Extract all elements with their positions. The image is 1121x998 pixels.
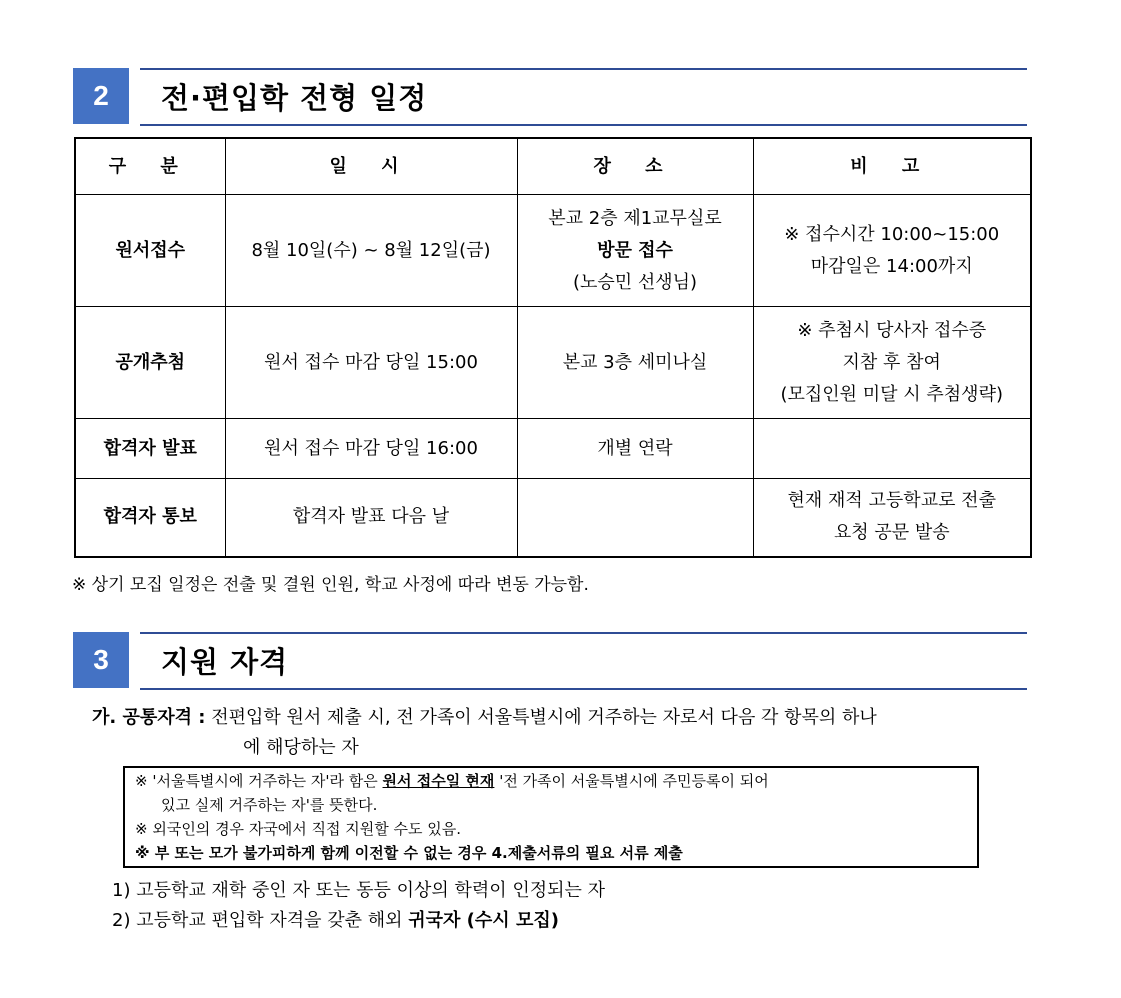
row-place: 개별 연락 xyxy=(517,419,753,479)
schedule-table xyxy=(74,137,1032,558)
section-title: 지원 자격 xyxy=(161,644,289,679)
row-remarks xyxy=(753,419,1031,479)
note-emphasis: 원서 접수일 현재 xyxy=(382,772,495,790)
row-place: 본교 3층 세미나실 xyxy=(517,307,753,419)
header-category: 구 분 xyxy=(75,138,225,195)
row-label: 합격자 통보 xyxy=(75,479,225,557)
remarks-line: 현재 재적 고등학교로 전출 xyxy=(787,490,996,512)
remarks-line: ※ 접수시간 10:00~15:00 xyxy=(784,223,1000,245)
note-text: '전 가족이 서울특별시에 주민등록이 되어 xyxy=(494,772,769,790)
remarks-line: 지참 후 참여 xyxy=(842,351,941,373)
list-item-emphasis: 귀국자 (수시 모집) xyxy=(408,910,559,931)
section-2-header xyxy=(73,68,1027,126)
row-datetime: 원서 접수 마감 당일 16:00 xyxy=(225,419,517,479)
row-remarks xyxy=(753,479,1031,557)
remarks-line: ※ 추첨시 당사자 접수증 xyxy=(797,319,987,341)
qualification-list xyxy=(112,876,605,936)
common-qualification xyxy=(92,703,1042,763)
place-line: 본교 2층 제1교무실로 xyxy=(548,207,722,229)
table-row xyxy=(75,419,1031,479)
table-header-row xyxy=(75,138,1031,195)
header-place: 장 소 xyxy=(517,138,753,195)
divider-bottom xyxy=(140,124,1027,126)
list-item xyxy=(112,876,605,906)
row-label: 공개추첨 xyxy=(75,307,225,419)
header-remarks: 비 고 xyxy=(753,138,1031,195)
header-datetime: 일 시 xyxy=(225,138,517,195)
row-place xyxy=(517,195,753,307)
note-line: 있고 실제 거주하는 자'를 뜻한다. xyxy=(161,796,378,814)
common-line xyxy=(92,703,1042,733)
row-datetime: 원서 접수 마감 당일 15:00 xyxy=(225,307,517,419)
schedule-footnote: ※ 상기 모집 일정은 전출 및 결원 인원, 학교 사정에 따라 변동 가능함. xyxy=(72,575,589,595)
list-item-text: 1) 고등학교 재학 중인 자 또는 동등 이상의 학력이 인정되는 자 xyxy=(112,880,606,901)
row-datetime: 8월 10일(수) ~ 8월 12일(금) xyxy=(225,195,517,307)
remarks-line: 요청 공문 발송 xyxy=(833,522,950,544)
note-text: ※ '서울특별시에 거주하는 자'라 함은 xyxy=(135,772,383,790)
common-label: 가. 공통자격 : xyxy=(92,707,206,728)
row-label: 원서접수 xyxy=(75,195,225,307)
divider-bottom xyxy=(140,688,1027,690)
table-row xyxy=(75,479,1031,557)
qualification-notes-box xyxy=(123,766,979,868)
place-line: 방문 접수 xyxy=(597,239,673,261)
table-row xyxy=(75,307,1031,419)
note-line: ※ 부 또는 모가 불가피하게 함께 이전할 수 없는 경우 4.제출서류의 필요 서류 제출 xyxy=(135,844,683,862)
row-label: 합격자 발표 xyxy=(75,419,225,479)
note-line xyxy=(135,769,967,793)
note-line: ※ 외국인의 경우 자국에서 직접 지원할 수도 있음. xyxy=(135,820,462,838)
remarks-line: (모집인원 미달 시 추첨생략) xyxy=(780,383,1003,405)
row-remarks xyxy=(753,195,1031,307)
section-number-badge: 3 xyxy=(73,632,129,688)
common-text-continued: 에 해당하는 자 xyxy=(243,737,359,758)
remarks-line: 마감일은 14:00까지 xyxy=(810,255,973,277)
place-line: (노승민 선생님) xyxy=(572,271,698,293)
section-title: 전·편입학 전형 일정 xyxy=(161,80,428,115)
section-number-badge: 2 xyxy=(73,68,129,124)
row-place xyxy=(517,479,753,557)
section-3-header xyxy=(73,632,1027,690)
list-item xyxy=(112,906,605,936)
row-remarks xyxy=(753,307,1031,419)
list-item-text: 2) 고등학교 편입학 자격을 갖춘 해외 xyxy=(112,910,409,931)
row-datetime: 합격자 발표 다음 날 xyxy=(225,479,517,557)
table-row xyxy=(75,195,1031,307)
common-text: 전편입학 원서 제출 시, 전 가족이 서울특별시에 거주하는 자로서 다음 각 항목의 하나 xyxy=(211,707,877,728)
